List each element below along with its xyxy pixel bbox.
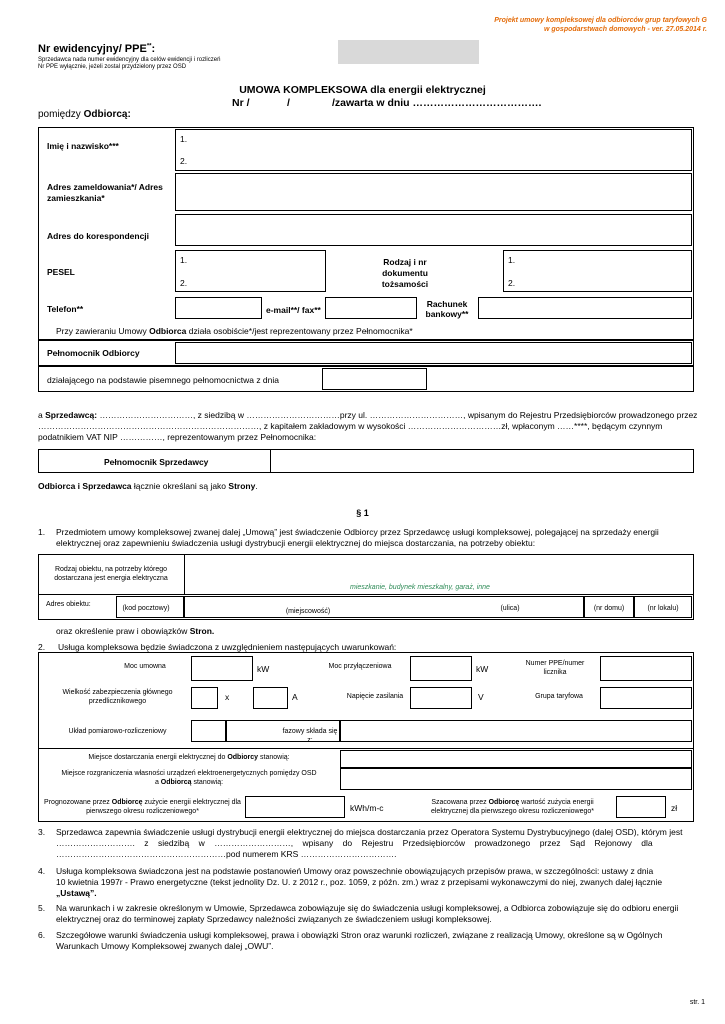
pelnomocnik-odbiorcy-field[interactable] <box>175 342 692 364</box>
rodzaj-obiektu-label: Rodzaj obiektu, na potrzeby którego dostarczana jest energia elektryczna <box>54 566 168 582</box>
miejsce-dostarczania-field[interactable] <box>340 750 692 768</box>
version-note-line2: w gospodarstwach domowych - ver. 27.05.2014 r. <box>543 26 707 33</box>
dokument-field[interactable] <box>503 250 692 292</box>
strony-text: Odbiorca i Sprzedawca łącznie określani są jako Strony. <box>38 481 258 491</box>
p6-line2: Warunkach Umowy Kompleksowej zwanych dalej „OWU”. <box>56 941 274 951</box>
adres-zam-label: Adres zameldowania*/ Adres zamieszkania* <box>47 182 163 203</box>
rodzaj-obiektu-hint: mieszkanie, budynek mieszkalny, garaż, inne <box>350 584 490 591</box>
email-field[interactable] <box>325 297 417 319</box>
uklad-label: Układ pomiarowo-rozliczeniowy <box>68 728 167 735</box>
sprzedawca-line1: a Sprzedawcą: ……………………………, z siedzibą w ……………………………przy ul. ……………………………, wpisanym do Rejestru Przedsiębiorców prowadzonego przez <box>38 410 698 420</box>
p4-line1: Usługa kompleksowa świadczona jest na podstawie postanowień Umowy oraz powszechnie obowiązujących przepisów prawa, w szczególności: ustawy z dnia <box>56 866 654 876</box>
napiecie-label: Napięcie zasilania <box>346 693 404 700</box>
miejsce-rozgraniczenia-field[interactable] <box>340 768 692 790</box>
dzialajacego-date-field[interactable] <box>322 368 427 390</box>
email-label: e-mail**/ fax** <box>266 305 321 315</box>
telefon-label: Telefon** <box>47 304 84 314</box>
page-number: str. 1 <box>689 999 705 1006</box>
pesel-field[interactable] <box>175 250 326 292</box>
version-note <box>377 16 707 34</box>
section-heading: § 1 <box>356 508 369 518</box>
adres-obiektu-label: Adres obiektu: <box>46 601 91 608</box>
adres-kor-label: Adres do korespondencji <box>47 231 150 241</box>
object-table-vline <box>184 554 185 594</box>
szacowana-label: Szacowana przez Odbiorcę wartość zużycia energii elektrycznej dla pierwszego okresu rozliczeniowego* <box>430 799 595 815</box>
pesel-label: PESEL <box>47 267 75 277</box>
rachunek-field[interactable] <box>478 297 692 319</box>
adres-kor-field[interactable] <box>175 214 692 246</box>
grupa-label: Grupa taryfowa <box>535 693 583 700</box>
wielkosc-field-2[interactable] <box>253 687 288 709</box>
miejsce-rozgraniczenia-label: Miejsce rozgraniczenia własności urządzeń elektroenergetycznych pomiędzy OSD a Odbiorcą stanowią: <box>61 770 317 786</box>
p6-line1: Szczegółowe warunki świadczenia usługi kompleksowej, prawa i obowiązki Stron oraz warunki rozliczeń, związane z realizacją Umowy, określone są w Ogólnych <box>56 930 663 940</box>
przy-zawieraniu-text: Przy zawieraniu Umowy Odbiorca działa osobiście*/jest reprezentowany przez Pełnomocnika* <box>56 326 413 336</box>
fazowy-field[interactable] <box>340 720 692 742</box>
wielkosc-label: Wielkość zabezpieczenia głównego przedlicznikowego <box>62 689 173 705</box>
version-note-line1: Projekt umowy kompleksowej dla odbiorców grup taryfowych G <box>494 17 707 24</box>
p1-line2: elektrycznej oraz zapewnieniu świadczenia usługi dystrybucji energii elektrycznej do miejsca dostarczania, na potrzeby obiektu: <box>56 538 536 548</box>
rodzaj-dokumentu-label: Rodzaj i nr dokumentu tożsamości <box>381 257 429 289</box>
pelnomocnik-sprzedawcy-field[interactable] <box>270 449 694 473</box>
telefon-field[interactable] <box>175 297 262 319</box>
rachunek-label: Rachunek bankowy** <box>425 299 469 319</box>
pomiedzy-label: pomiędzy Odbiorcą: <box>38 109 131 120</box>
napiecie-field[interactable] <box>410 687 472 709</box>
fazowy-label: fazowy składa się z: <box>282 728 338 744</box>
uklad-field[interactable] <box>191 720 226 742</box>
document-number-line: Nr / / /zawarta w dniu ………………………………. <box>232 97 542 109</box>
p4-line2: 10 kwietnia 1997r - Prawo energetyczne (tekst jednolity Dz. U. z 2012 r., poz. 1059, z późn. zm.) wraz z przepisami wykonawczymi do niej, zwanych dalej łącznie <box>56 877 663 887</box>
dzialajacego-label: działającego na podstawie pisemnego pełnomocnictwa z dnia <box>47 375 280 385</box>
nr-ewidencyjny-field[interactable] <box>338 40 479 64</box>
ppe-label: Numer PPE/numer licznika <box>525 660 585 676</box>
object-table-divider <box>38 594 694 595</box>
p5-line2: elektrycznej oraz do terminowej zapłaty Sprzedawcy należności związanych ze świadczeniem usługi kompleksowej. <box>56 914 492 924</box>
p1-line1: Przedmiotem umowy kompleksowej zwanej dalej „Umową” jest świadczenie Odbiorcy przez Sprzedawcę usługi kompleksowej, polegającej na sprzedaży energii <box>56 527 659 537</box>
moc-umowna-field[interactable] <box>191 656 253 681</box>
p3-line3: ……………………………………………………pod numerem KRS ……………………………. <box>56 849 397 859</box>
prognozowane-label: Prognozowane przez Odbiorcę zużycie energii elektrycznej dla pierwszego okresu rozliczeniowego* <box>44 799 241 815</box>
ppe-field[interactable] <box>600 656 692 681</box>
pelnomocnik-sprzedawcy-label: Pełnomocnik Sprzedawcy <box>104 457 209 467</box>
imie-field[interactable] <box>175 129 692 171</box>
sprzedawca-line2: ……………………………………………………………………, z kapitałem zakładowym w wysokości ……………………………zł, wpłaconym ……****, będącym czynnym <box>38 421 663 431</box>
p3-line1: Sprzedawca zapewnia świadczenie usługi dystrybucji energii elektrycznej do miejsca dostarczania przez Operatora Systemu Dystrybucyjnego (dalej OSD), którym jest <box>56 827 683 837</box>
miejsce-dostarczania-label: Miejsce dostarczania energii elektrycznej do Odbiorcy stanowią: <box>88 754 290 761</box>
grupa-field[interactable] <box>600 687 692 709</box>
document-title: UMOWA KOMPLEKSOWA dla energii elektrycznej <box>239 84 486 96</box>
moc-przylaczeniowa-field[interactable] <box>410 656 472 681</box>
oraz-text: oraz określenie praw i obowiązków Stron. <box>56 626 215 636</box>
szacowana-field[interactable] <box>616 796 666 818</box>
nr-ewidencyjny-note: Sprzedawca nada numer ewidencyjny dla celów ewidencji i rozliczeń Nr PPE wyłącznie, jeżeli zostal przydzielony przez OSD <box>38 57 221 70</box>
p4-line3: „Ustawą”. <box>56 888 97 898</box>
p3-line2: ………………………. z siedzibą w ………………………, wpisany do Rejestru Przedsiębiorców prowadzonego przez Sąd Rejonowy dla <box>56 838 653 848</box>
sprzedawca-line3: podatnikiem VAT NIP ……………, reprezentowanym przez Pełnomocnika: <box>38 432 317 442</box>
moc-umowna-label: Moc umowna <box>124 663 166 670</box>
p5-line1: Na warunkach i w zakresie określonym w Umowie, Sprzedawca zobowiązuje się do świadczenia usługi kompleksowej, a Odbiorca zobowiązuje się do odbioru energii <box>56 903 679 913</box>
imie-label: Imię i nazwisko*** <box>47 141 119 151</box>
p2-text: Usługa kompleksowa będzie świadczona z uwzględnieniem następujących uwarunkowań: <box>58 642 397 652</box>
prognozowane-field[interactable] <box>245 796 345 818</box>
fazowy-box <box>226 720 340 742</box>
pelnomocnik-odbiorcy-label: Pełnomocnik Odbiorcy <box>47 348 140 358</box>
wielkosc-field-1[interactable] <box>191 687 218 709</box>
conditions-divider <box>38 748 694 749</box>
nr-ewidencyjny-title: Nr ewidencyjny/ PPE**: <box>38 43 156 55</box>
moc-przylaczeniowa-label: Moc przyłączeniowa <box>328 663 392 670</box>
adres-zam-field[interactable] <box>175 173 692 211</box>
